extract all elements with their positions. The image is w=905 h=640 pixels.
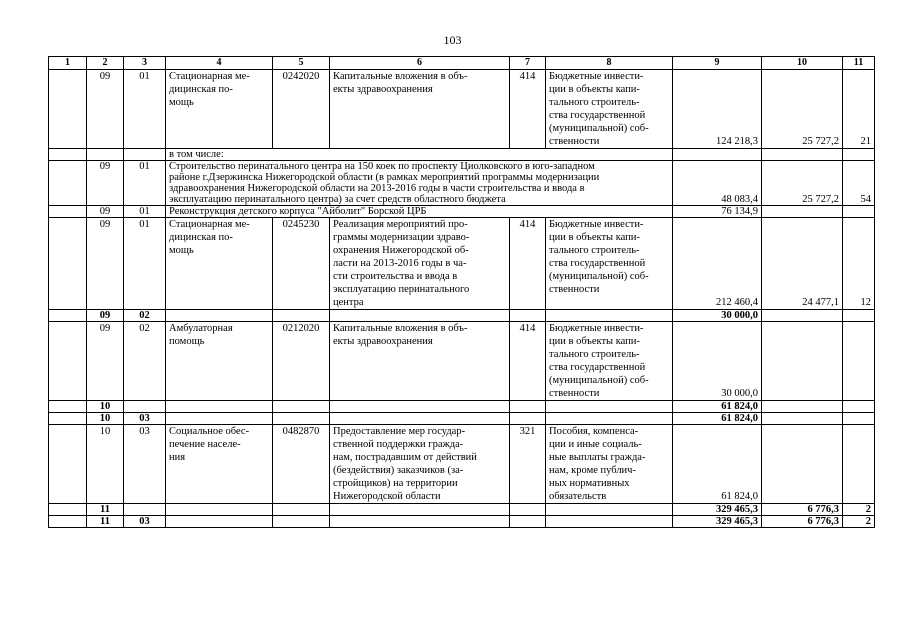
cell-col1 [49, 401, 87, 413]
cell-expense-type: 414 [510, 70, 546, 149]
cell-expense-type: 414 [510, 218, 546, 310]
cell-col1 [49, 161, 87, 206]
cell-name: Социальное обес- печение населе- ния [166, 425, 273, 504]
cell-section: 09 [87, 310, 124, 322]
cell-subsection: 01 [124, 70, 166, 149]
table-row [49, 161, 875, 206]
table-row [49, 413, 875, 425]
cell-section: 11 [87, 504, 124, 516]
cell-col1 [49, 504, 87, 516]
cell-subsection: 02 [124, 322, 166, 401]
cell-amount-2 [762, 149, 843, 161]
cell-subsection: 01 [124, 218, 166, 310]
cell-name: Амбулаторная помощь [166, 322, 273, 401]
cell-amount: 61 824,0 [673, 401, 762, 413]
cell-amount-2: 6 776,3 [762, 516, 843, 528]
cell-expense-type [510, 504, 546, 516]
cell-col1 [49, 322, 87, 401]
cell-amount [673, 149, 762, 161]
cell-description: Реализация мероприятий про- граммы модернизации здраво- охранения Нижегородской об- ласти на 2013-2016 годы в ча- сти строительства и ввода в эксплуатацию перинатального центра [330, 218, 510, 310]
cell-amount: 212 460,4 [673, 218, 762, 310]
cell-amount-3: 12 [843, 218, 875, 310]
table-body [49, 57, 875, 528]
cell-amount-2 [762, 413, 843, 425]
cell-expense-type: 321 [510, 425, 546, 504]
cell-description: Капитальные вложения в объ- екты здравоохранения [330, 70, 510, 149]
column-header: 7 [510, 57, 546, 70]
cell-expense-name [546, 401, 673, 413]
column-header: 5 [273, 57, 330, 70]
cell-expense-name [546, 413, 673, 425]
cell-subsection: 01 [124, 161, 166, 206]
table-row [49, 149, 875, 161]
cell-target-code: 0482870 [273, 425, 330, 504]
column-header: 10 [762, 57, 843, 70]
table-row [49, 310, 875, 322]
cell-col1 [49, 310, 87, 322]
cell-expense-name [546, 504, 673, 516]
cell-subsection [124, 149, 166, 161]
cell-section: 10 [87, 425, 124, 504]
cell-span-text: Реконструкция детского корпуса "Айболит" Борской ЦРБ [166, 206, 673, 218]
cell-amount-3 [843, 149, 875, 161]
cell-col1 [49, 149, 87, 161]
cell-subsection: 02 [124, 310, 166, 322]
budget-table [48, 56, 875, 528]
cell-expense-name: Пособия, компенса- ции и иные социаль- ные выплаты гражда- нам, кроме публич- ных нормативных обязательств [546, 425, 673, 504]
cell-description [330, 310, 510, 322]
cell-expense-type [510, 401, 546, 413]
cell-amount-3 [843, 413, 875, 425]
cell-target-code: 0245230 [273, 218, 330, 310]
cell-section: 09 [87, 70, 124, 149]
cell-subsection [124, 401, 166, 413]
cell-section: 09 [87, 206, 124, 218]
cell-section: 09 [87, 161, 124, 206]
table-row [49, 206, 875, 218]
cell-amount-2 [762, 401, 843, 413]
cell-col1 [49, 70, 87, 149]
cell-name [166, 310, 273, 322]
cell-expense-name [546, 516, 673, 528]
cell-target-code: 0212020 [273, 322, 330, 401]
table-row [49, 401, 875, 413]
cell-amount-2: 24 477,1 [762, 218, 843, 310]
page-number: 103 [443, 33, 462, 47]
table-row [49, 425, 875, 504]
cell-amount-2: 6 776,3 [762, 504, 843, 516]
cell-name [166, 401, 273, 413]
cell-amount-2 [762, 206, 843, 218]
cell-col1 [49, 206, 87, 218]
cell-description: Капитальные вложения в объ- екты здравоохранения [330, 322, 510, 401]
column-header: 2 [87, 57, 124, 70]
cell-amount-3: 2 [843, 516, 875, 528]
cell-expense-name: Бюджетные инвести- ции в объекты капи- тального строитель- ства государственной (муниципальной) соб- ственности [546, 70, 673, 149]
cell-section: 11 [87, 516, 124, 528]
cell-expense-type: 414 [510, 322, 546, 401]
cell-col1 [49, 516, 87, 528]
cell-target-code: 0242020 [273, 70, 330, 149]
cell-name [166, 516, 273, 528]
cell-amount-3 [843, 206, 875, 218]
cell-target-code [273, 516, 330, 528]
cell-amount: 30 000,0 [673, 310, 762, 322]
cell-subsection: 03 [124, 425, 166, 504]
table-row [49, 70, 875, 149]
cell-amount-2 [762, 425, 843, 504]
column-header: 4 [166, 57, 273, 70]
cell-target-code [273, 504, 330, 516]
cell-name [166, 504, 273, 516]
table-row [49, 322, 875, 401]
cell-section: 09 [87, 218, 124, 310]
cell-section: 10 [87, 413, 124, 425]
cell-amount-3 [843, 425, 875, 504]
column-header: 3 [124, 57, 166, 70]
cell-span-text: Строительство перинатального центра на 150 коек по проспекту Циолковского в юго-западном районе г.Дзержинска Нижегородской области (в рамках мероприятий программы модернизации здравоохранения Нижегородской области на 2013-2016 годы в части строительства и ввода в эксплуатацию перинатального центра) за счет средств областного бюджета [166, 161, 673, 206]
cell-col1 [49, 413, 87, 425]
cell-col1 [49, 218, 87, 310]
column-header: 6 [330, 57, 510, 70]
cell-amount-2 [762, 310, 843, 322]
cell-amount-3 [843, 310, 875, 322]
cell-amount: 124 218,3 [673, 70, 762, 149]
cell-subsection: 01 [124, 206, 166, 218]
cell-description [330, 504, 510, 516]
cell-subsection: 03 [124, 516, 166, 528]
cell-description [330, 413, 510, 425]
cell-amount-3: 2 [843, 504, 875, 516]
cell-expense-name [546, 310, 673, 322]
cell-section: 09 [87, 322, 124, 401]
cell-amount-3: 21 [843, 70, 875, 149]
cell-section: 10 [87, 401, 124, 413]
cell-amount: 329 465,3 [673, 516, 762, 528]
cell-description [330, 516, 510, 528]
cell-name [166, 413, 273, 425]
column-header: 11 [843, 57, 875, 70]
column-header: 8 [546, 57, 673, 70]
cell-expense-name: Бюджетные инвести- ции в объекты капи- тального строитель- ства государственной (муниципальной) соб- ственности [546, 322, 673, 401]
cell-amount-3 [843, 322, 875, 401]
cell-amount: 61 824,0 [673, 413, 762, 425]
cell-name: Стационарная ме- дицинская по- мощь [166, 70, 273, 149]
cell-amount: 76 134,9 [673, 206, 762, 218]
column-header: 9 [673, 57, 762, 70]
cell-amount: 30 000,0 [673, 322, 762, 401]
cell-description [330, 401, 510, 413]
column-header: 1 [49, 57, 87, 70]
cell-expense-name: Бюджетные инвести- ции в объекты капи- тального строитель- ства государственной (муниципальной) соб- ственности [546, 218, 673, 310]
cell-name: Стационарная ме- дицинская по- мощь [166, 218, 273, 310]
table-row [49, 516, 875, 528]
cell-target-code [273, 413, 330, 425]
header-row [49, 57, 875, 70]
cell-amount-2 [762, 322, 843, 401]
cell-amount: 329 465,3 [673, 504, 762, 516]
cell-amount-2: 25 727,2 [762, 161, 843, 206]
cell-subsection: 03 [124, 413, 166, 425]
cell-span-text: в том числе: [166, 149, 673, 161]
cell-amount-3: 54 [843, 161, 875, 206]
cell-amount: 48 083,4 [673, 161, 762, 206]
cell-description: Предоставление мер государ- ственной поддержки гражда- нам, пострадавшим от действий (бездействия) заказчиков (за- стройщиков) на территории Нижегородской области [330, 425, 510, 504]
cell-expense-type [510, 413, 546, 425]
cell-expense-type [510, 516, 546, 528]
cell-section [87, 149, 124, 161]
cell-subsection [124, 504, 166, 516]
cell-amount-3 [843, 401, 875, 413]
cell-col1 [49, 425, 87, 504]
cell-expense-type [510, 310, 546, 322]
table-row [49, 218, 875, 310]
table-row [49, 504, 875, 516]
cell-amount-2: 25 727,2 [762, 70, 843, 149]
cell-amount: 61 824,0 [673, 425, 762, 504]
cell-target-code [273, 401, 330, 413]
cell-target-code [273, 310, 330, 322]
